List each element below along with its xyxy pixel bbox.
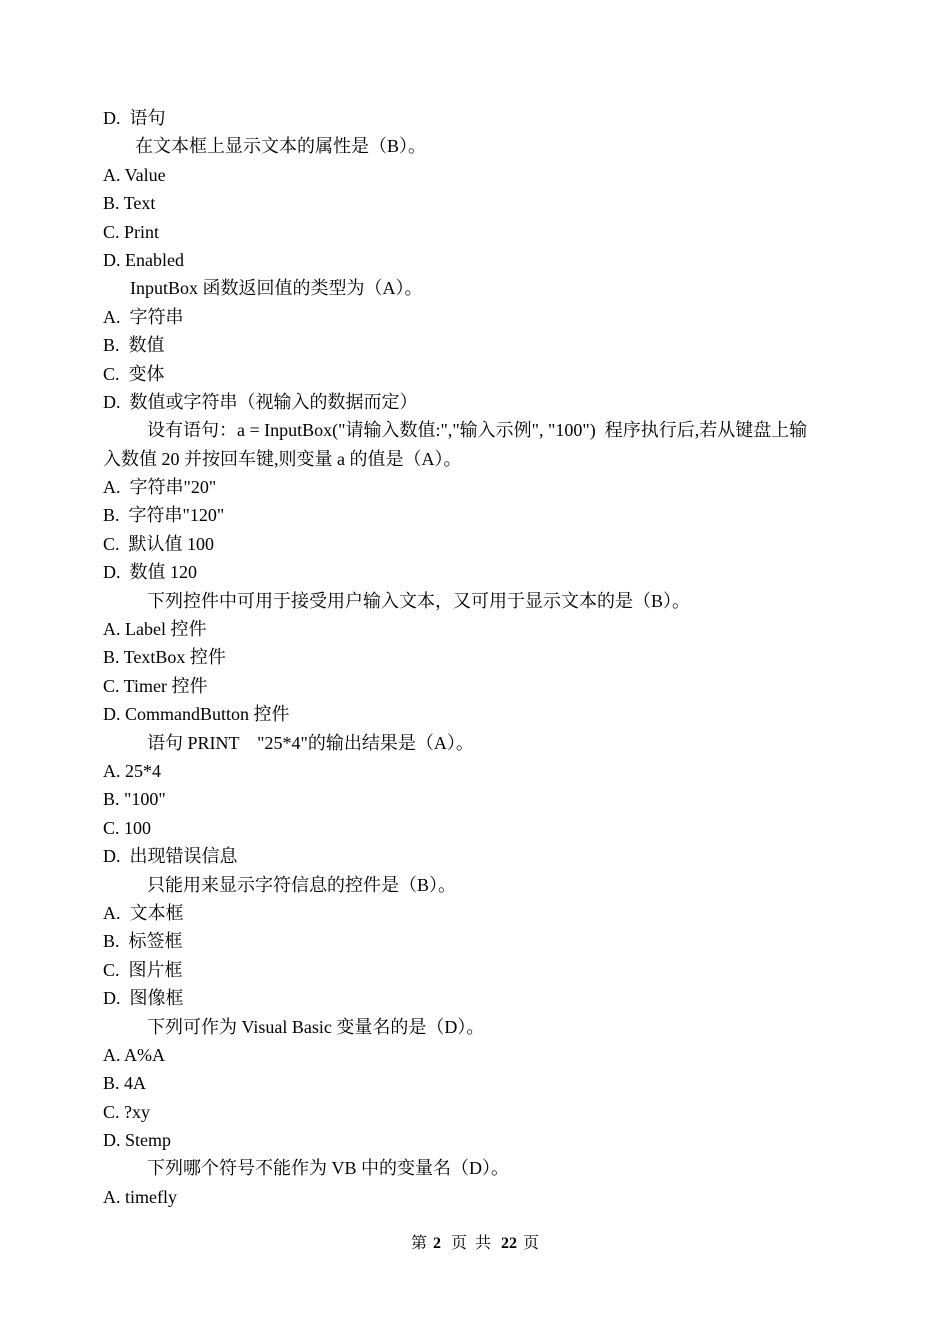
option-line: A. Label 控件 xyxy=(103,619,207,640)
option-line: C. 默认值 100 xyxy=(103,533,215,554)
option-line: A. Value xyxy=(103,164,166,185)
question-line: 下列可作为 Visual Basic 变量名的是（D）。 xyxy=(147,1016,485,1037)
option-line: 入数值 20 并按回车键,则变量 a 的值是（A）。 xyxy=(103,448,462,469)
option-line: D. 出现错误信息 xyxy=(103,846,238,867)
option-line: A. 25*4 xyxy=(103,760,161,781)
question-line: 在文本框上显示文本的属性是（B）。 xyxy=(135,136,427,157)
option-line: C. 变体 xyxy=(103,363,165,384)
option-line: D. CommandButton 控件 xyxy=(103,704,290,725)
option-line: D. Enabled xyxy=(103,249,184,270)
option-line: A. 字符串"20" xyxy=(103,477,217,498)
question-line: 下列哪个符号不能作为 VB 中的变量名（D）。 xyxy=(147,1158,510,1179)
option-line: B. 数值 xyxy=(103,335,165,356)
option-line: B. 标签框 xyxy=(103,931,183,952)
option-line: A. 文本框 xyxy=(103,902,184,923)
option-line: D. 数值或字符串（视输入的数据而定） xyxy=(103,391,418,412)
footer-prefix: 第 xyxy=(410,1235,427,1252)
footer-suffix: 页 xyxy=(523,1235,540,1252)
option-line: C. ?xy xyxy=(103,1101,150,1122)
option-line: D. 语句 xyxy=(103,108,166,128)
option-line: A. A%A xyxy=(103,1044,165,1065)
question-line: 只能用来显示字符信息的控件是（B）。 xyxy=(147,874,457,895)
option-line: B. TextBox 控件 xyxy=(103,647,226,668)
footer-total-pages: 22 xyxy=(501,1235,518,1252)
question-line: 设有语句：a = InputBox("请输入数值:","输入示例", "100") 程序执行后,若从键盘上输 xyxy=(147,420,808,441)
option-line: A. timefly xyxy=(103,1186,177,1207)
option-line: C. 100 xyxy=(103,817,152,838)
option-line: B. Text xyxy=(103,193,156,214)
option-line: C. Timer 控件 xyxy=(103,675,208,696)
page-footer xyxy=(0,1233,950,1255)
option-line: D. 数值 120 xyxy=(103,562,197,583)
option-line: D. 图像框 xyxy=(103,988,184,1009)
document-body xyxy=(103,104,853,1211)
option-line: C. 图片框 xyxy=(103,959,183,980)
question-line: InputBox 函数返回值的类型为（A）。 xyxy=(130,278,423,299)
question-line: 下列控件中可用于接受用户输入文本，又可用于显示文本的是（B）。 xyxy=(147,590,691,611)
option-line: B. "100" xyxy=(103,789,166,810)
footer-page-number: 2 xyxy=(432,1235,441,1252)
option-line: B. 4A xyxy=(103,1073,147,1094)
footer-page-word: 页 xyxy=(450,1235,467,1252)
question-line: 语句 PRINT "25*4"的输出结果是（A）。 xyxy=(147,732,474,753)
option-line: D. Stemp xyxy=(103,1130,172,1151)
footer-total-label: 共 xyxy=(475,1235,492,1252)
option-line: C. Print xyxy=(103,221,160,242)
option-line: A. 字符串 xyxy=(103,306,184,327)
option-line: B. 字符串"120" xyxy=(103,505,225,526)
